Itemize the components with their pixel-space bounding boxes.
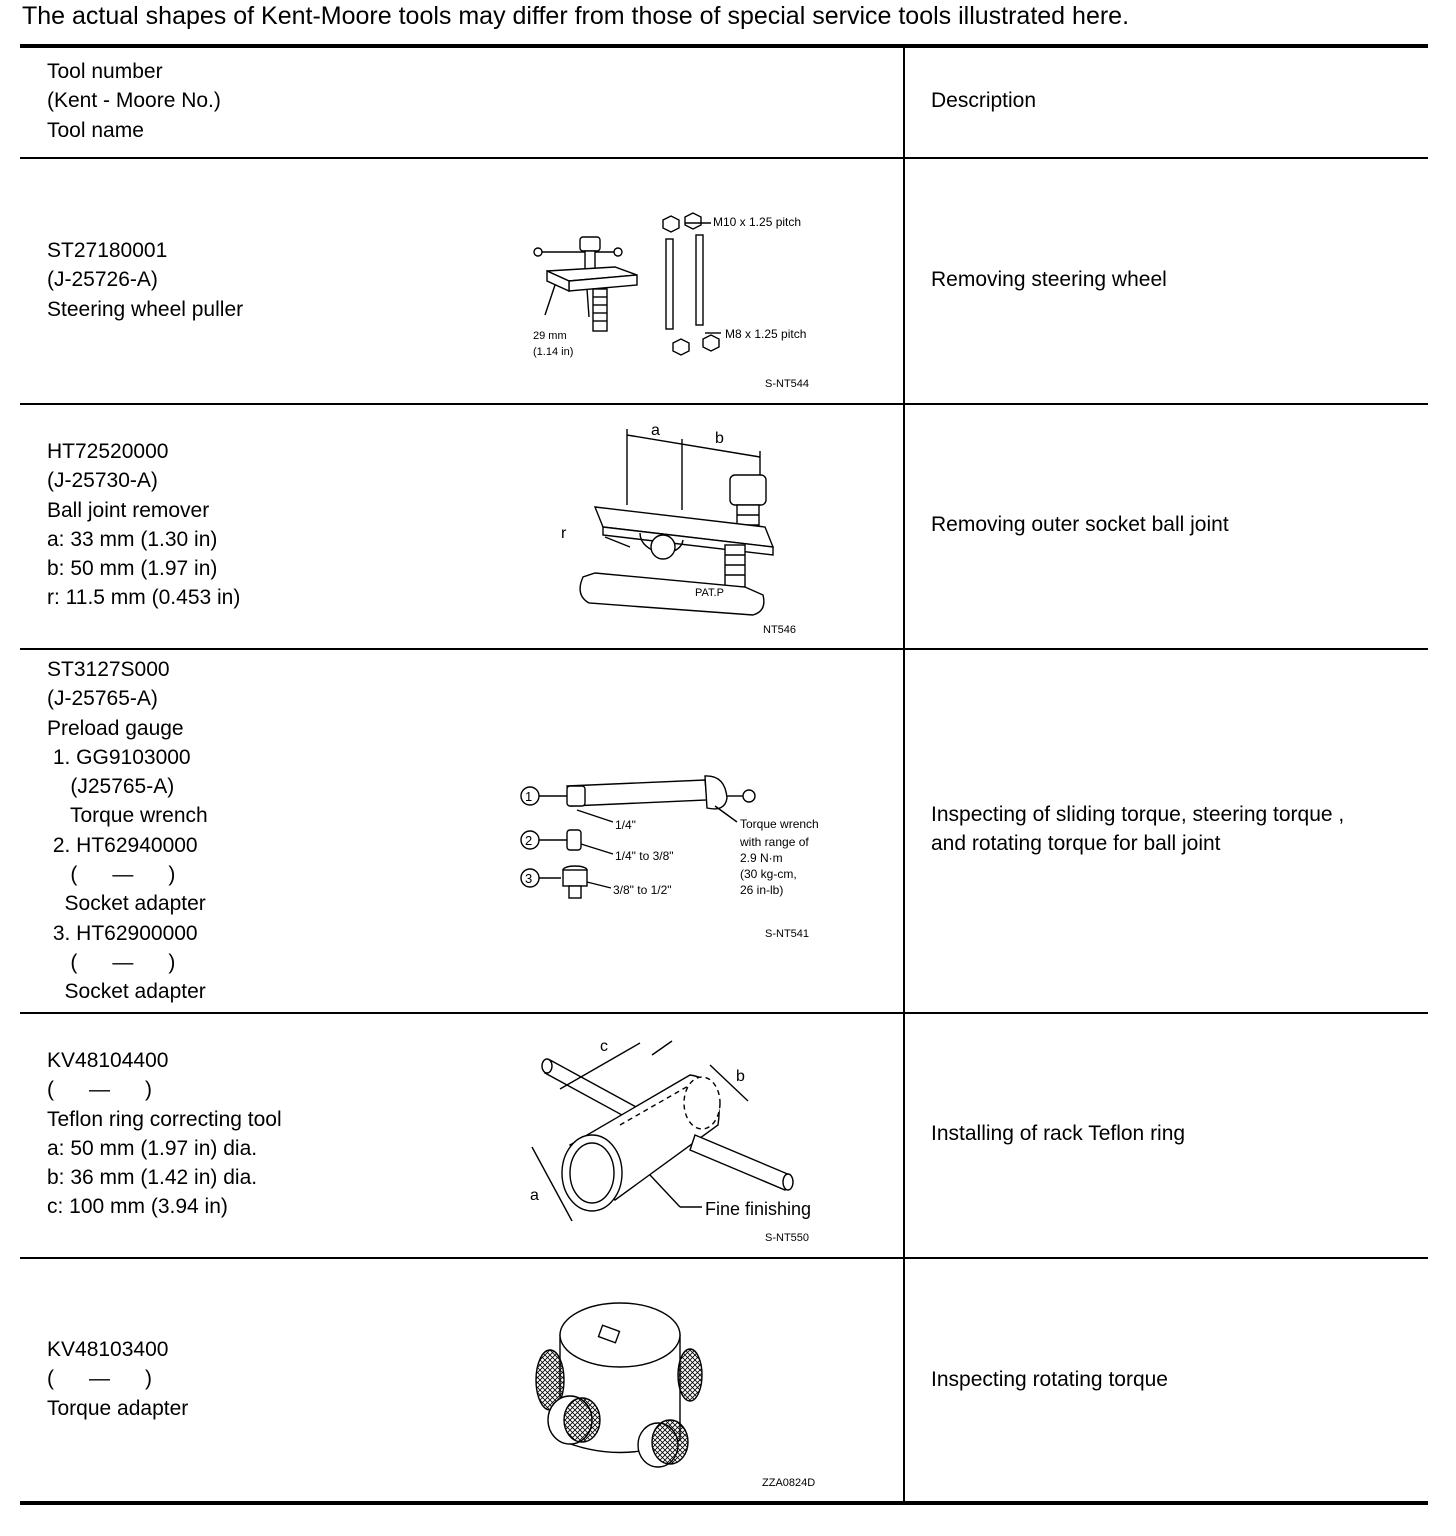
tool-info-row-3 (47, 655, 208, 1007)
notice-text: The actual shapes of Kent-Moore tools may differ from those of special service tools illustrated here. (22, 2, 1130, 30)
label-patp: PAT.P (695, 587, 724, 599)
description-row-5 (931, 1365, 1168, 1394)
tool-line: r: 11.5 mm (0.453 in) (47, 586, 241, 610)
tool-line: b: 36 mm (1.42 in) dia. (47, 1166, 258, 1190)
tool-line: 3. HT62900000 (47, 921, 198, 945)
tool-line: (J-25730-A) (47, 469, 158, 493)
tool-line: ST27180001 (47, 239, 168, 262)
description-line: and rotating torque for ball joint (931, 832, 1221, 856)
description-row-4 (931, 1119, 1185, 1148)
tool-line: 2. HT62940000 (47, 833, 198, 857)
label-three-eighths-to-half: 3/8" to 1/2" (613, 883, 672, 897)
figure-code: S-NT541 (765, 928, 810, 940)
label-b: b (715, 430, 724, 447)
tool-line: (J-25765-A) (47, 687, 158, 711)
figure-code: S-NT550 (765, 1232, 810, 1244)
header-line: (Kent - Moore No.) (47, 89, 221, 113)
description-line: Installing of rack Teflon ring (931, 1122, 1186, 1145)
callout-2: 2 (525, 833, 533, 848)
teflon-ring-tool-figure (520, 1025, 840, 1250)
callout-3: 3 (525, 871, 533, 886)
label-b: b (736, 1068, 745, 1085)
top-rule (20, 44, 1428, 48)
torque-adapter-figure (520, 1290, 840, 1495)
label-range: with range of (740, 835, 809, 849)
tool-line: Ball joint remover (47, 498, 210, 522)
header-rule (20, 157, 1428, 159)
description-row-2 (931, 510, 1229, 539)
steering-wheel-puller-figure (525, 205, 845, 395)
tool-line: Preload gauge (47, 716, 184, 740)
row-divider (20, 648, 1428, 650)
tool-line: c: 100 mm (3.94 in) (47, 1195, 228, 1219)
label-quarter-inch: 1/4" (615, 818, 636, 832)
ball-joint-remover-figure (555, 415, 825, 640)
label-29mm: 29 mm (533, 330, 567, 342)
label-c: c (600, 1038, 608, 1055)
bottom-rule (20, 1501, 1428, 1505)
preload-gauge-figure (515, 770, 855, 945)
label-1-14in: (1.14 in) (533, 346, 574, 358)
label-quarter-to-three-eighths: 1/4" to 3/8" (615, 849, 674, 863)
label-m10: M10 x 1.25 pitch (713, 215, 802, 229)
row-divider (20, 1012, 1428, 1014)
tool-line: ( — ) (47, 863, 176, 887)
label-inlb: 26 in-lb) (740, 883, 784, 897)
tool-info-row-1 (47, 236, 243, 324)
tool-line: ST3127S000 (47, 658, 170, 681)
label-fine-finishing: Fine finishing (705, 1199, 812, 1219)
header-tool-column (47, 57, 221, 145)
tool-line: ( — ) (47, 950, 176, 974)
description-row-1 (931, 265, 1167, 294)
description-row-3 (931, 800, 1344, 859)
tool-info-row-5 (47, 1335, 188, 1423)
column-divider (903, 47, 905, 1503)
label-a: a (530, 1187, 539, 1204)
tool-line: Socket adapter (47, 892, 206, 916)
tool-line: KV48104400 (47, 1049, 169, 1072)
tool-info-row-4 (47, 1046, 282, 1222)
figure-code: S-NT544 (765, 378, 810, 390)
tool-line: b: 50 mm (1.97 in) (47, 557, 218, 581)
tool-line: Torque wrench (47, 804, 208, 828)
tool-line: (J25765-A) (47, 775, 175, 799)
label-kgcm: (30 kg-cm, (740, 867, 797, 881)
description-line: Inspecting rotating torque (931, 1368, 1168, 1391)
tool-info-row-2 (47, 437, 240, 613)
label-a: a (651, 422, 660, 439)
label-m8: M8 x 1.25 pitch (725, 327, 807, 341)
tool-line: Teflon ring correcting tool (47, 1107, 282, 1131)
tool-line: KV48103400 (47, 1338, 169, 1361)
header-line: Tool number (47, 60, 163, 83)
label-r: r (561, 525, 567, 542)
row-divider (20, 403, 1428, 405)
tool-line: Socket adapter (47, 980, 206, 1004)
figure-code: NT546 (763, 624, 797, 636)
description-line: Removing outer socket ball joint (931, 513, 1229, 536)
tool-line: ( — ) (47, 1367, 152, 1391)
tool-line: ( — ) (47, 1078, 152, 1102)
figure-code: ZZA0824D (762, 1477, 816, 1489)
description-line: Inspecting of sliding torque, steering torque , (931, 803, 1345, 826)
description-line: Removing steering wheel (931, 268, 1167, 291)
row-divider (20, 1257, 1428, 1259)
tool-line: a: 50 mm (1.97 in) dia. (47, 1136, 258, 1160)
tool-line: HT72520000 (47, 440, 169, 463)
tool-line: a: 33 mm (1.30 in) (47, 527, 218, 551)
callout-1: 1 (525, 789, 533, 804)
label-torque-wrench: Torque wrench (740, 817, 819, 831)
label-nm: 2.9 N·m (740, 851, 783, 865)
tool-line: Steering wheel puller (47, 297, 244, 321)
header-description: Description (931, 89, 1037, 112)
tool-line: (J-25726-A) (47, 268, 158, 292)
tool-line: Torque adapter (47, 1396, 189, 1420)
tool-line: 1. GG9103000 (47, 745, 191, 769)
header-line: Tool name (47, 118, 144, 142)
